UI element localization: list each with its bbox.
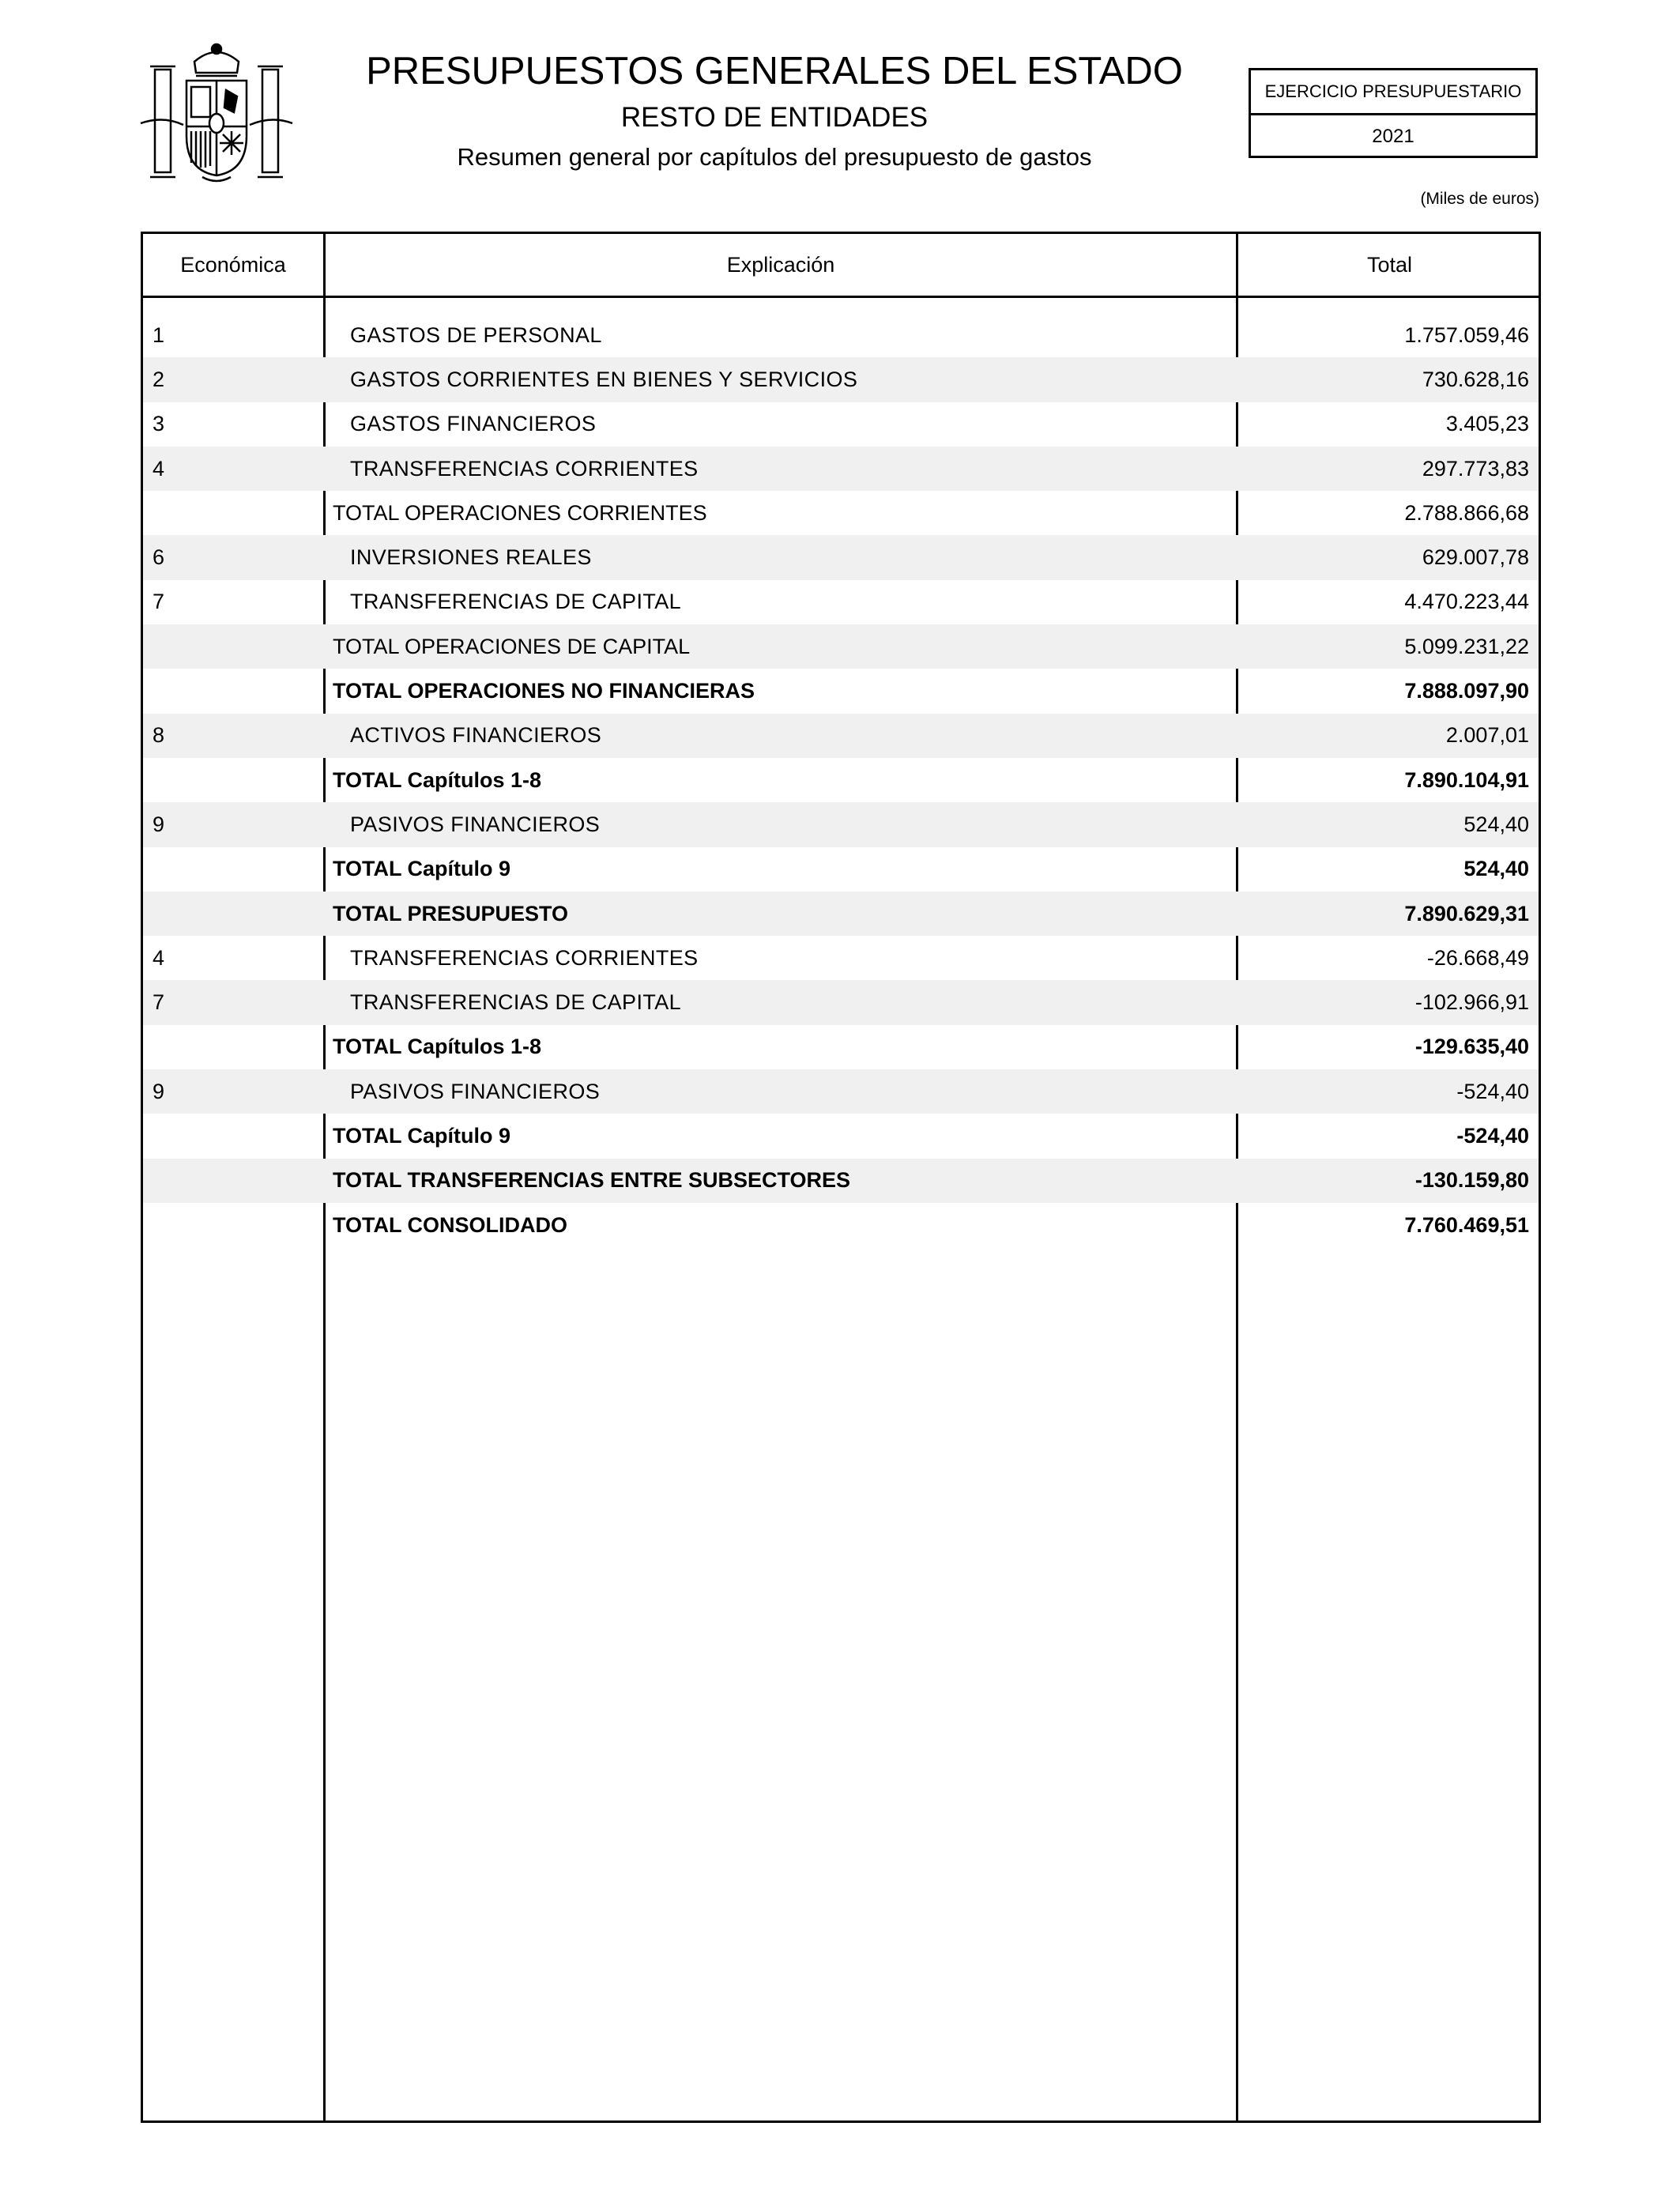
row-amount: 5.099.231,22 [1404, 634, 1529, 658]
row-description: TRANSFERENCIAS CORRIENTES [350, 456, 699, 481]
table-header [143, 234, 1539, 298]
row-description: TOTAL PRESUPUESTO [333, 901, 569, 925]
row-amount: 1.757.059,46 [1404, 322, 1529, 347]
row-code: 7 [153, 590, 165, 614]
fiscal-year-label: EJERCICIO PRESUPUESTARIO [1251, 70, 1535, 115]
table-row [143, 402, 1539, 447]
column-header-explicacion: Explicación [726, 252, 835, 277]
row-amount: 7.890.629,31 [1404, 901, 1529, 925]
row-description: TOTAL Capítulo 9 [333, 857, 511, 881]
column-header-economica: Económica [180, 252, 286, 277]
row-description: TOTAL OPERACIONES DE CAPITAL [333, 634, 691, 658]
row-description: TOTAL CONSOLIDADO [333, 1212, 567, 1237]
row-description: PASIVOS FINANCIEROS [350, 812, 601, 836]
row-amount: 7.890.104,91 [1404, 767, 1529, 792]
row-description: TOTAL TRANSFERENCIAS ENTRE SUBSECTORES [333, 1168, 851, 1193]
row-amount: -129.635,40 [1414, 1035, 1529, 1059]
page-title: PRESUPUESTOS GENERALES DEL ESTADO [366, 50, 1183, 92]
table-row [143, 714, 1539, 758]
row-description: PASIVOS FINANCIEROS [350, 1079, 601, 1103]
table-row [143, 357, 1539, 401]
row-code: 9 [153, 812, 165, 836]
row-description: TRANSFERENCIAS DE CAPITAL [350, 990, 682, 1015]
fiscal-year-box [1249, 68, 1538, 158]
row-amount: 524,40 [1463, 857, 1529, 881]
row-amount: 7.888.097,90 [1404, 679, 1529, 703]
units-note: (Miles de euros) [1420, 190, 1539, 208]
row-code: 3 [153, 412, 165, 436]
table-row [143, 847, 1539, 892]
row-code: 1 [153, 322, 165, 347]
row-description: TOTAL OPERACIONES NO FINANCIERAS [333, 679, 755, 703]
row-amount: 7.760.469,51 [1404, 1212, 1529, 1237]
table-row [143, 802, 1539, 846]
table-row [143, 1203, 1539, 1247]
row-amount: -26.668,49 [1426, 945, 1529, 970]
table-row [143, 936, 1539, 980]
row-description: GASTOS FINANCIEROS [350, 412, 597, 436]
table-row [143, 447, 1539, 491]
table-row [143, 1114, 1539, 1158]
row-amount: 297.773,83 [1422, 456, 1529, 481]
table-row [143, 624, 1539, 669]
column-header-total: Total [1366, 252, 1413, 277]
row-description: GASTOS DE PERSONAL [350, 322, 602, 347]
row-amount: -524,40 [1456, 1123, 1529, 1148]
fiscal-year-value: 2021 [1372, 126, 1414, 147]
table-row [143, 892, 1539, 936]
table-row [143, 980, 1539, 1024]
row-amount: 3.405,23 [1445, 412, 1529, 436]
row-code: 6 [153, 545, 165, 570]
budget-table [141, 232, 1541, 2123]
row-description: TOTAL Capítulos 1-8 [333, 767, 542, 792]
row-description: ACTIVOS FINANCIEROS [350, 723, 602, 748]
page-description: Resumen general por capítulos del presupuesto de gastos [457, 143, 1092, 171]
row-code: 8 [153, 723, 165, 748]
row-amount: 2.007,01 [1445, 723, 1529, 748]
table-row [143, 1025, 1539, 1069]
row-amount: 629.007,78 [1422, 545, 1529, 570]
table-row [143, 669, 1539, 713]
table-row [143, 1069, 1539, 1114]
row-description: INVERSIONES REALES [350, 545, 592, 570]
coat-of-arms-icon [139, 38, 294, 193]
row-code: 9 [153, 1079, 165, 1103]
row-amount: -102.966,91 [1414, 990, 1529, 1015]
row-description: TOTAL Capítulo 9 [333, 1123, 511, 1148]
row-code: 4 [153, 456, 165, 481]
page-subtitle: RESTO DE ENTIDADES [620, 102, 929, 133]
row-amount: 4.470.223,44 [1404, 590, 1529, 614]
row-amount: 2.788.866,68 [1404, 500, 1529, 525]
row-code: 7 [153, 990, 165, 1015]
table-body [143, 313, 1539, 1247]
table-row [143, 313, 1539, 357]
table-row [143, 535, 1539, 579]
row-description: GASTOS CORRIENTES EN BIENES Y SERVICIOS [350, 367, 858, 391]
table-row [143, 491, 1539, 535]
row-amount: 524,40 [1463, 812, 1529, 836]
row-amount: 730.628,16 [1422, 367, 1529, 391]
row-description: TRANSFERENCIAS DE CAPITAL [350, 590, 682, 614]
row-code: 4 [153, 945, 165, 970]
row-amount: -130.159,80 [1414, 1168, 1529, 1193]
table-row [143, 1159, 1539, 1203]
row-code: 2 [153, 367, 165, 391]
row-description: TRANSFERENCIAS CORRIENTES [350, 945, 699, 970]
row-description: TOTAL OPERACIONES CORRIENTES [333, 500, 707, 525]
row-amount: -524,40 [1456, 1079, 1529, 1103]
row-description: TOTAL Capítulos 1-8 [333, 1035, 542, 1059]
table-row [143, 758, 1539, 802]
table-row [143, 580, 1539, 624]
